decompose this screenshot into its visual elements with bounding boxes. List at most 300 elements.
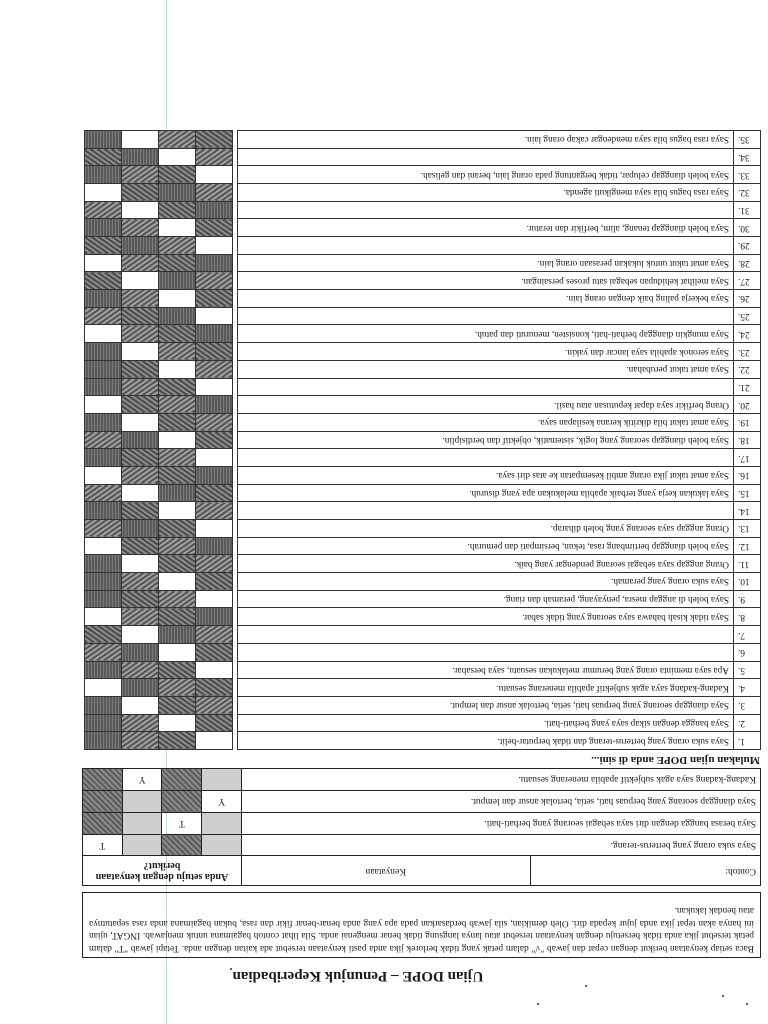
- statement-text: Kadang-kadang saya agak subjektif apabila menerang sesuatu.: [238, 679, 734, 697]
- answer-cell[interactable]: [159, 502, 196, 520]
- shaded-answer-cell: [159, 520, 196, 538]
- example-row: [83, 812, 761, 834]
- row-spacer: [233, 608, 238, 626]
- statement-text: Orang berfikir saya dapat keputusan atau hasil.: [238, 396, 734, 414]
- statement-text: [238, 626, 734, 644]
- answer-cell[interactable]: [122, 343, 159, 361]
- statement-number: 22.: [734, 360, 761, 378]
- row-spacer: [233, 555, 238, 573]
- shaded-answer-cell: [122, 643, 159, 661]
- row-spacer: [233, 130, 238, 148]
- answer-cell[interactable]: [159, 431, 196, 449]
- statement-row: [85, 272, 761, 290]
- statement-row: [85, 502, 761, 520]
- statement-text: Saya amat takut bila dikritik kerana kesilapan saya.: [238, 413, 734, 431]
- example-shaded-cell: [202, 812, 242, 834]
- statement-text: Saya amat takut untuk lukakan perasaan orang lain.: [238, 254, 734, 272]
- statement-row: [85, 184, 761, 202]
- statement-row: [85, 378, 761, 396]
- statement-number: 23.: [734, 343, 761, 361]
- statement-number: 12.: [734, 537, 761, 555]
- shaded-answer-cell: [196, 360, 233, 378]
- shaded-answer-cell: [122, 714, 159, 732]
- shaded-answer-cell: [196, 184, 233, 202]
- statement-text: Saya suka orang yang berterus-terang dan tidak berputar-belit.: [238, 732, 734, 750]
- row-spacer: [233, 502, 238, 520]
- answer-cell[interactable]: [196, 732, 233, 750]
- answer-cell[interactable]: [85, 608, 122, 626]
- statement-text: [238, 378, 734, 396]
- shaded-answer-cell: [122, 254, 159, 272]
- statement-row: [85, 467, 761, 485]
- example-answer-cell[interactable]: T: [162, 812, 202, 834]
- shaded-answer-cell: [85, 272, 122, 290]
- shaded-answer-cell: [122, 148, 159, 166]
- statement-text: [238, 449, 734, 467]
- shaded-answer-cell: [159, 626, 196, 644]
- example-shaded-cell: [202, 769, 242, 791]
- shaded-answer-cell: [85, 484, 122, 502]
- statement-row: [85, 573, 761, 591]
- shaded-answer-cell: [196, 643, 233, 661]
- statement-row: [85, 343, 761, 361]
- example-statement-header: Kenyataan: [242, 856, 531, 886]
- answer-cell[interactable]: [159, 643, 196, 661]
- instructions-box: Baca setiap kenyataan berikut dengan cepat dan jawab "√" dalam petak yang tidak berlorek jika anda pasti kenyataan tersebut ada kaitan dengan anda. Tetapi jawab "T" dalam petak tersebut jika anda tidak bersetuju dengan kenyataan tersebut atau lanya langsung tidak benar mengenai anda. Sila lihat contoh bagaimana untuk menjawab. INGAT, ujian ini hanya akan tepat jika anda jujur kepada diri. Oleh demikian, sila jawab berdasarkan pada apa yang anda benar-benar fikir dan rasa, bukan bagaimana anda rasa sepatutnya atau hendak lakukan.: [82, 892, 761, 958]
- statement-row: [85, 166, 761, 184]
- answer-cell[interactable]: [159, 714, 196, 732]
- example-statement: Kadang-kadang saya agak subjektif apabila menerang sesuatu.: [242, 769, 761, 791]
- example-table: [82, 768, 761, 886]
- row-spacer: [233, 219, 238, 237]
- statement-text: Saya melihat kehidupan sebagai satu proses persaingan.: [238, 272, 734, 290]
- statement-row: [85, 696, 761, 714]
- shaded-answer-cell: [122, 608, 159, 626]
- row-spacer: [233, 696, 238, 714]
- shaded-answer-cell: [85, 360, 122, 378]
- row-spacer: [233, 254, 238, 272]
- shaded-answer-cell: [196, 396, 233, 414]
- shaded-answer-cell: [159, 449, 196, 467]
- statement-number: 21.: [734, 378, 761, 396]
- statement-text: Orang anggap saya seorang yang boleh diharap.: [238, 520, 734, 538]
- example-answer-header: Anda setuju dengan kenyataan berikut?: [83, 856, 242, 886]
- statement-number: 6.: [734, 643, 761, 661]
- answer-cell[interactable]: [196, 520, 233, 538]
- shaded-answer-cell: [122, 166, 159, 184]
- shaded-answer-cell: [159, 467, 196, 485]
- shaded-answer-cell: [122, 679, 159, 697]
- shaded-answer-cell: [122, 467, 159, 485]
- answer-cell[interactable]: [122, 130, 159, 148]
- shaded-answer-cell: [122, 290, 159, 308]
- row-spacer: [233, 184, 238, 202]
- shaded-answer-cell: [85, 661, 122, 679]
- statement-text: Saya rasa bagus bila saya mengikuti agenda.: [238, 184, 734, 202]
- statement-row: [85, 643, 761, 661]
- row-spacer: [233, 520, 238, 538]
- shaded-answer-cell: [159, 378, 196, 396]
- example-statement: Saya suka orang yang berterus-terang.: [242, 834, 761, 856]
- answer-cell[interactable]: [196, 378, 233, 396]
- section-subtitle: Mulakan ujian DOPE anda di sini...: [591, 754, 760, 766]
- statement-number: 35.: [734, 130, 761, 148]
- shaded-answer-cell: [85, 502, 122, 520]
- shaded-answer-cell: [85, 378, 122, 396]
- example-answer-cell[interactable]: T: [83, 834, 123, 856]
- statement-row: [85, 219, 761, 237]
- row-spacer: [233, 449, 238, 467]
- answer-cell[interactable]: [196, 449, 233, 467]
- statement-text: [238, 201, 734, 219]
- row-spacer: [233, 325, 238, 343]
- shaded-answer-cell: [196, 714, 233, 732]
- shaded-answer-cell: [122, 520, 159, 538]
- shaded-answer-cell: [159, 307, 196, 325]
- answer-cell[interactable]: [122, 413, 159, 431]
- answer-cell[interactable]: [122, 696, 159, 714]
- shaded-answer-cell: [196, 254, 233, 272]
- statement-row: [85, 201, 761, 219]
- shaded-answer-cell: [122, 237, 159, 255]
- statement-text: Saya boleh dianggap seorang yang logik, sistematik, objektif dan berdisiplin.: [238, 431, 734, 449]
- example-shaded-cell: [162, 834, 202, 856]
- statement-text: [238, 307, 734, 325]
- shaded-answer-cell: [196, 219, 233, 237]
- shaded-answer-cell: [85, 148, 122, 166]
- answer-cell[interactable]: [85, 254, 122, 272]
- shaded-answer-cell: [85, 413, 122, 431]
- row-spacer: [233, 431, 238, 449]
- statement-row: [85, 130, 761, 148]
- answer-cell[interactable]: [85, 679, 122, 697]
- shaded-answer-cell: [85, 643, 122, 661]
- shaded-answer-cell: [196, 290, 233, 308]
- shaded-answer-cell: [122, 449, 159, 467]
- row-spacer: [233, 237, 238, 255]
- row-spacer: [233, 573, 238, 591]
- example-label: Contoh:: [530, 856, 760, 886]
- statement-number: 17.: [734, 449, 761, 467]
- shaded-answer-cell: [122, 573, 159, 591]
- answer-cell[interactable]: [122, 272, 159, 290]
- statement-text: Saya lakukan kerja yang terbaik apabila melakukan apa yang disuruh.: [238, 484, 734, 502]
- statement-number: 10.: [734, 573, 761, 591]
- row-spacer: [233, 166, 238, 184]
- row-spacer: [233, 148, 238, 166]
- statement-row: [85, 590, 761, 608]
- shaded-answer-cell: [122, 431, 159, 449]
- statement-row: [85, 431, 761, 449]
- example-statement: Saya berasa bangga dengan diri saya sebagai seorang yang berhati-hati.: [242, 812, 761, 834]
- statement-text: Saya suka orang yang peramah.: [238, 573, 734, 591]
- example-shaded-cell: [122, 812, 162, 834]
- statement-number: 16.: [734, 467, 761, 485]
- shaded-answer-cell: [196, 130, 233, 148]
- shaded-answer-cell: [196, 431, 233, 449]
- shaded-answer-cell: [196, 467, 233, 485]
- statement-number: 15.: [734, 484, 761, 502]
- answer-cell[interactable]: [159, 360, 196, 378]
- statement-text: Saya mungkin dianggap berhati-hati, konsisten, menuruti dan patuh.: [238, 325, 734, 343]
- statement-row: [85, 484, 761, 502]
- statement-number: 29.: [734, 237, 761, 255]
- statement-number: 11.: [734, 555, 761, 573]
- statement-row: [85, 307, 761, 325]
- example-shaded-cell: [122, 834, 162, 856]
- row-spacer: [233, 732, 238, 750]
- shaded-answer-cell: [85, 626, 122, 644]
- shaded-answer-cell: [85, 732, 122, 750]
- statement-number: 32.: [734, 184, 761, 202]
- example-row: [83, 769, 761, 791]
- shaded-answer-cell: [159, 696, 196, 714]
- statement-text: Saya bangga dengan sikap saya yang berhati-hati.: [238, 714, 734, 732]
- answer-cell[interactable]: [196, 166, 233, 184]
- statement-number: 31.: [734, 201, 761, 219]
- shaded-answer-cell: [85, 290, 122, 308]
- answer-cell[interactable]: [159, 573, 196, 591]
- statement-text: Saya seronok apabila saya lancar dan yakin.: [238, 343, 734, 361]
- row-spacer: [233, 537, 238, 555]
- shaded-answer-cell: [196, 679, 233, 697]
- shaded-answer-cell: [196, 201, 233, 219]
- statement-number: 2.: [734, 714, 761, 732]
- statement-number: 30.: [734, 219, 761, 237]
- shaded-answer-cell: [159, 608, 196, 626]
- row-spacer: [233, 590, 238, 608]
- shaded-answer-cell: [85, 714, 122, 732]
- shaded-answer-cell: [85, 431, 122, 449]
- statement-row: [85, 608, 761, 626]
- statement-row: [85, 237, 761, 255]
- statement-text: Saya bekerja paling baik dengan orang lain.: [238, 290, 734, 308]
- statement-text: Saya amat takut jika orang ambil kesempatan ke atas diri saya.: [238, 467, 734, 485]
- answer-cell[interactable]: [159, 148, 196, 166]
- shaded-answer-cell: [159, 237, 196, 255]
- row-spacer: [233, 626, 238, 644]
- answer-cell[interactable]: [196, 661, 233, 679]
- statement-row: [85, 732, 761, 750]
- shaded-answer-cell: [85, 343, 122, 361]
- statement-row: [85, 325, 761, 343]
- answer-cell[interactable]: [122, 484, 159, 502]
- statement-text: Saya boleh di anggap mesra, penyayang, peramah dan riang.: [238, 590, 734, 608]
- statement-number: 24.: [734, 325, 761, 343]
- shaded-answer-cell: [159, 254, 196, 272]
- statement-row: [85, 254, 761, 272]
- shaded-answer-cell: [196, 573, 233, 591]
- example-shaded-cell: [83, 769, 123, 791]
- row-spacer: [233, 396, 238, 414]
- statement-row: [85, 413, 761, 431]
- statement-number: 7.: [734, 626, 761, 644]
- statement-number: 20.: [734, 396, 761, 414]
- shaded-answer-cell: [85, 130, 122, 148]
- shaded-answer-cell: [159, 325, 196, 343]
- shaded-answer-cell: [159, 166, 196, 184]
- shaded-answer-cell: [85, 590, 122, 608]
- statement-row: [85, 360, 761, 378]
- example-header-row: [83, 856, 761, 886]
- statement-row: [85, 714, 761, 732]
- shaded-answer-cell: [196, 608, 233, 626]
- shaded-answer-cell: [85, 201, 122, 219]
- shaded-answer-cell: [122, 502, 159, 520]
- example-rows: [83, 769, 761, 856]
- shaded-answer-cell: [85, 555, 122, 573]
- shaded-answer-cell: [85, 166, 122, 184]
- statement-text: [238, 237, 734, 255]
- page-title: Ujian DOPE – Penunjuk Keperibadian: [232, 968, 484, 984]
- shaded-answer-cell: [159, 661, 196, 679]
- statement-number: 9.: [734, 590, 761, 608]
- statement-row: [85, 626, 761, 644]
- statement-text: Saya boleh dianggap bertimbang rasa, tekun, bersimpati dan pemurah.: [238, 537, 734, 555]
- shaded-answer-cell: [122, 732, 159, 750]
- shaded-answer-cell: [196, 413, 233, 431]
- statement-text: Saya tidak kisah bahawa saya seorang yang tidak sabar.: [238, 608, 734, 626]
- shaded-answer-cell: [159, 679, 196, 697]
- statement-row: [85, 520, 761, 538]
- example-shaded-cell: [122, 790, 162, 812]
- shaded-answer-cell: [85, 449, 122, 467]
- statement-number: 18.: [734, 431, 761, 449]
- answer-cell[interactable]: [85, 537, 122, 555]
- answer-cell[interactable]: [196, 307, 233, 325]
- shaded-answer-cell: [159, 130, 196, 148]
- statement-number: 13.: [734, 520, 761, 538]
- statement-text: Saya boleh dianggap celupar, tidak bergantung pada orang lain, berani dan gelisah.: [238, 166, 734, 184]
- shaded-answer-cell: [196, 343, 233, 361]
- answer-cell[interactable]: [85, 184, 122, 202]
- statement-number: 5.: [734, 661, 761, 679]
- statement-number: 27.: [734, 272, 761, 290]
- answer-cell[interactable]: [122, 201, 159, 219]
- shaded-answer-cell: [122, 661, 159, 679]
- shaded-answer-cell: [85, 520, 122, 538]
- answer-cell[interactable]: [196, 590, 233, 608]
- shaded-answer-cell: [159, 272, 196, 290]
- answer-cell[interactable]: [159, 219, 196, 237]
- row-spacer: [233, 714, 238, 732]
- shaded-answer-cell: [122, 307, 159, 325]
- example-answer-cell[interactable]: Y: [122, 769, 162, 791]
- statement-text: Orang anggap saya sebagai seorang pendengar yang baik.: [238, 555, 734, 573]
- shaded-answer-cell: [196, 148, 233, 166]
- statement-number: 8.: [734, 608, 761, 626]
- row-spacer: [233, 343, 238, 361]
- shaded-answer-cell: [159, 590, 196, 608]
- shaded-answer-cell: [196, 555, 233, 573]
- shaded-answer-cell: [85, 307, 122, 325]
- statement-number: 26.: [734, 290, 761, 308]
- example-row: [83, 790, 761, 812]
- statement-rows: [85, 130, 761, 749]
- row-spacer: [233, 201, 238, 219]
- row-spacer: [233, 360, 238, 378]
- answer-cell[interactable]: [196, 237, 233, 255]
- statement-row: [85, 396, 761, 414]
- shaded-answer-cell: [159, 396, 196, 414]
- example-row: [83, 834, 761, 856]
- statement-number: 1.: [734, 732, 761, 750]
- row-spacer: [233, 378, 238, 396]
- shaded-answer-cell: [159, 555, 196, 573]
- answer-cell[interactable]: [85, 467, 122, 485]
- example-shaded-cell: [83, 790, 123, 812]
- shaded-answer-cell: [85, 219, 122, 237]
- row-spacer: [233, 413, 238, 431]
- statement-number: 34.: [734, 148, 761, 166]
- statement-number: 33.: [734, 166, 761, 184]
- shaded-answer-cell: [159, 537, 196, 555]
- statement-number: 25.: [734, 307, 761, 325]
- shaded-answer-cell: [196, 484, 233, 502]
- shaded-answer-cell: [122, 184, 159, 202]
- answer-cell[interactable]: [122, 555, 159, 573]
- shaded-answer-cell: [85, 237, 122, 255]
- shaded-answer-cell: [122, 378, 159, 396]
- example-shaded-cell: [202, 834, 242, 856]
- statement-row: [85, 537, 761, 555]
- row-spacer: [233, 307, 238, 325]
- statement-row: [85, 449, 761, 467]
- example-shaded-cell: [83, 812, 123, 834]
- shaded-answer-cell: [159, 184, 196, 202]
- answer-cell[interactable]: [159, 290, 196, 308]
- answer-cell[interactable]: [122, 626, 159, 644]
- statement-text: [238, 643, 734, 661]
- statements-table: [84, 130, 761, 750]
- shaded-answer-cell: [122, 537, 159, 555]
- shaded-answer-cell: [159, 732, 196, 750]
- shaded-answer-cell: [122, 590, 159, 608]
- shaded-answer-cell: [85, 696, 122, 714]
- statement-text: Saya amat takut perubahan.: [238, 360, 734, 378]
- shaded-answer-cell: [159, 484, 196, 502]
- shaded-answer-cell: [159, 413, 196, 431]
- example-answer-cell[interactable]: Y: [202, 790, 242, 812]
- shaded-answer-cell: [196, 696, 233, 714]
- statement-number: 28.: [734, 254, 761, 272]
- row-spacer: [233, 290, 238, 308]
- shaded-answer-cell: [159, 343, 196, 361]
- statement-number: 3.: [734, 696, 761, 714]
- statement-text: Saya boleh dianggap tenang, alim, berfikir dan teratur.: [238, 219, 734, 237]
- shaded-answer-cell: [196, 537, 233, 555]
- answer-cell[interactable]: [85, 396, 122, 414]
- row-spacer: [233, 484, 238, 502]
- row-spacer: [233, 679, 238, 697]
- shaded-answer-cell: [122, 360, 159, 378]
- row-spacer: [233, 467, 238, 485]
- shaded-answer-cell: [159, 201, 196, 219]
- statement-row: [85, 290, 761, 308]
- example-shaded-cell: [162, 790, 202, 812]
- shaded-answer-cell: [122, 219, 159, 237]
- statement-text: Saya rasa bagus bila saya mendengar cakap orang lain.: [238, 130, 734, 148]
- shaded-answer-cell: [196, 502, 233, 520]
- example-shaded-cell: [162, 769, 202, 791]
- answer-cell[interactable]: [85, 325, 122, 343]
- statement-row: [85, 555, 761, 573]
- statement-row: [85, 148, 761, 166]
- example-statement: Saya dianggap seorang yang berpuas hati, setia, bertolak ansur dan lemput.: [242, 790, 761, 812]
- statement-text: [238, 502, 734, 520]
- statement-number: 4.: [734, 679, 761, 697]
- shaded-answer-cell: [196, 325, 233, 343]
